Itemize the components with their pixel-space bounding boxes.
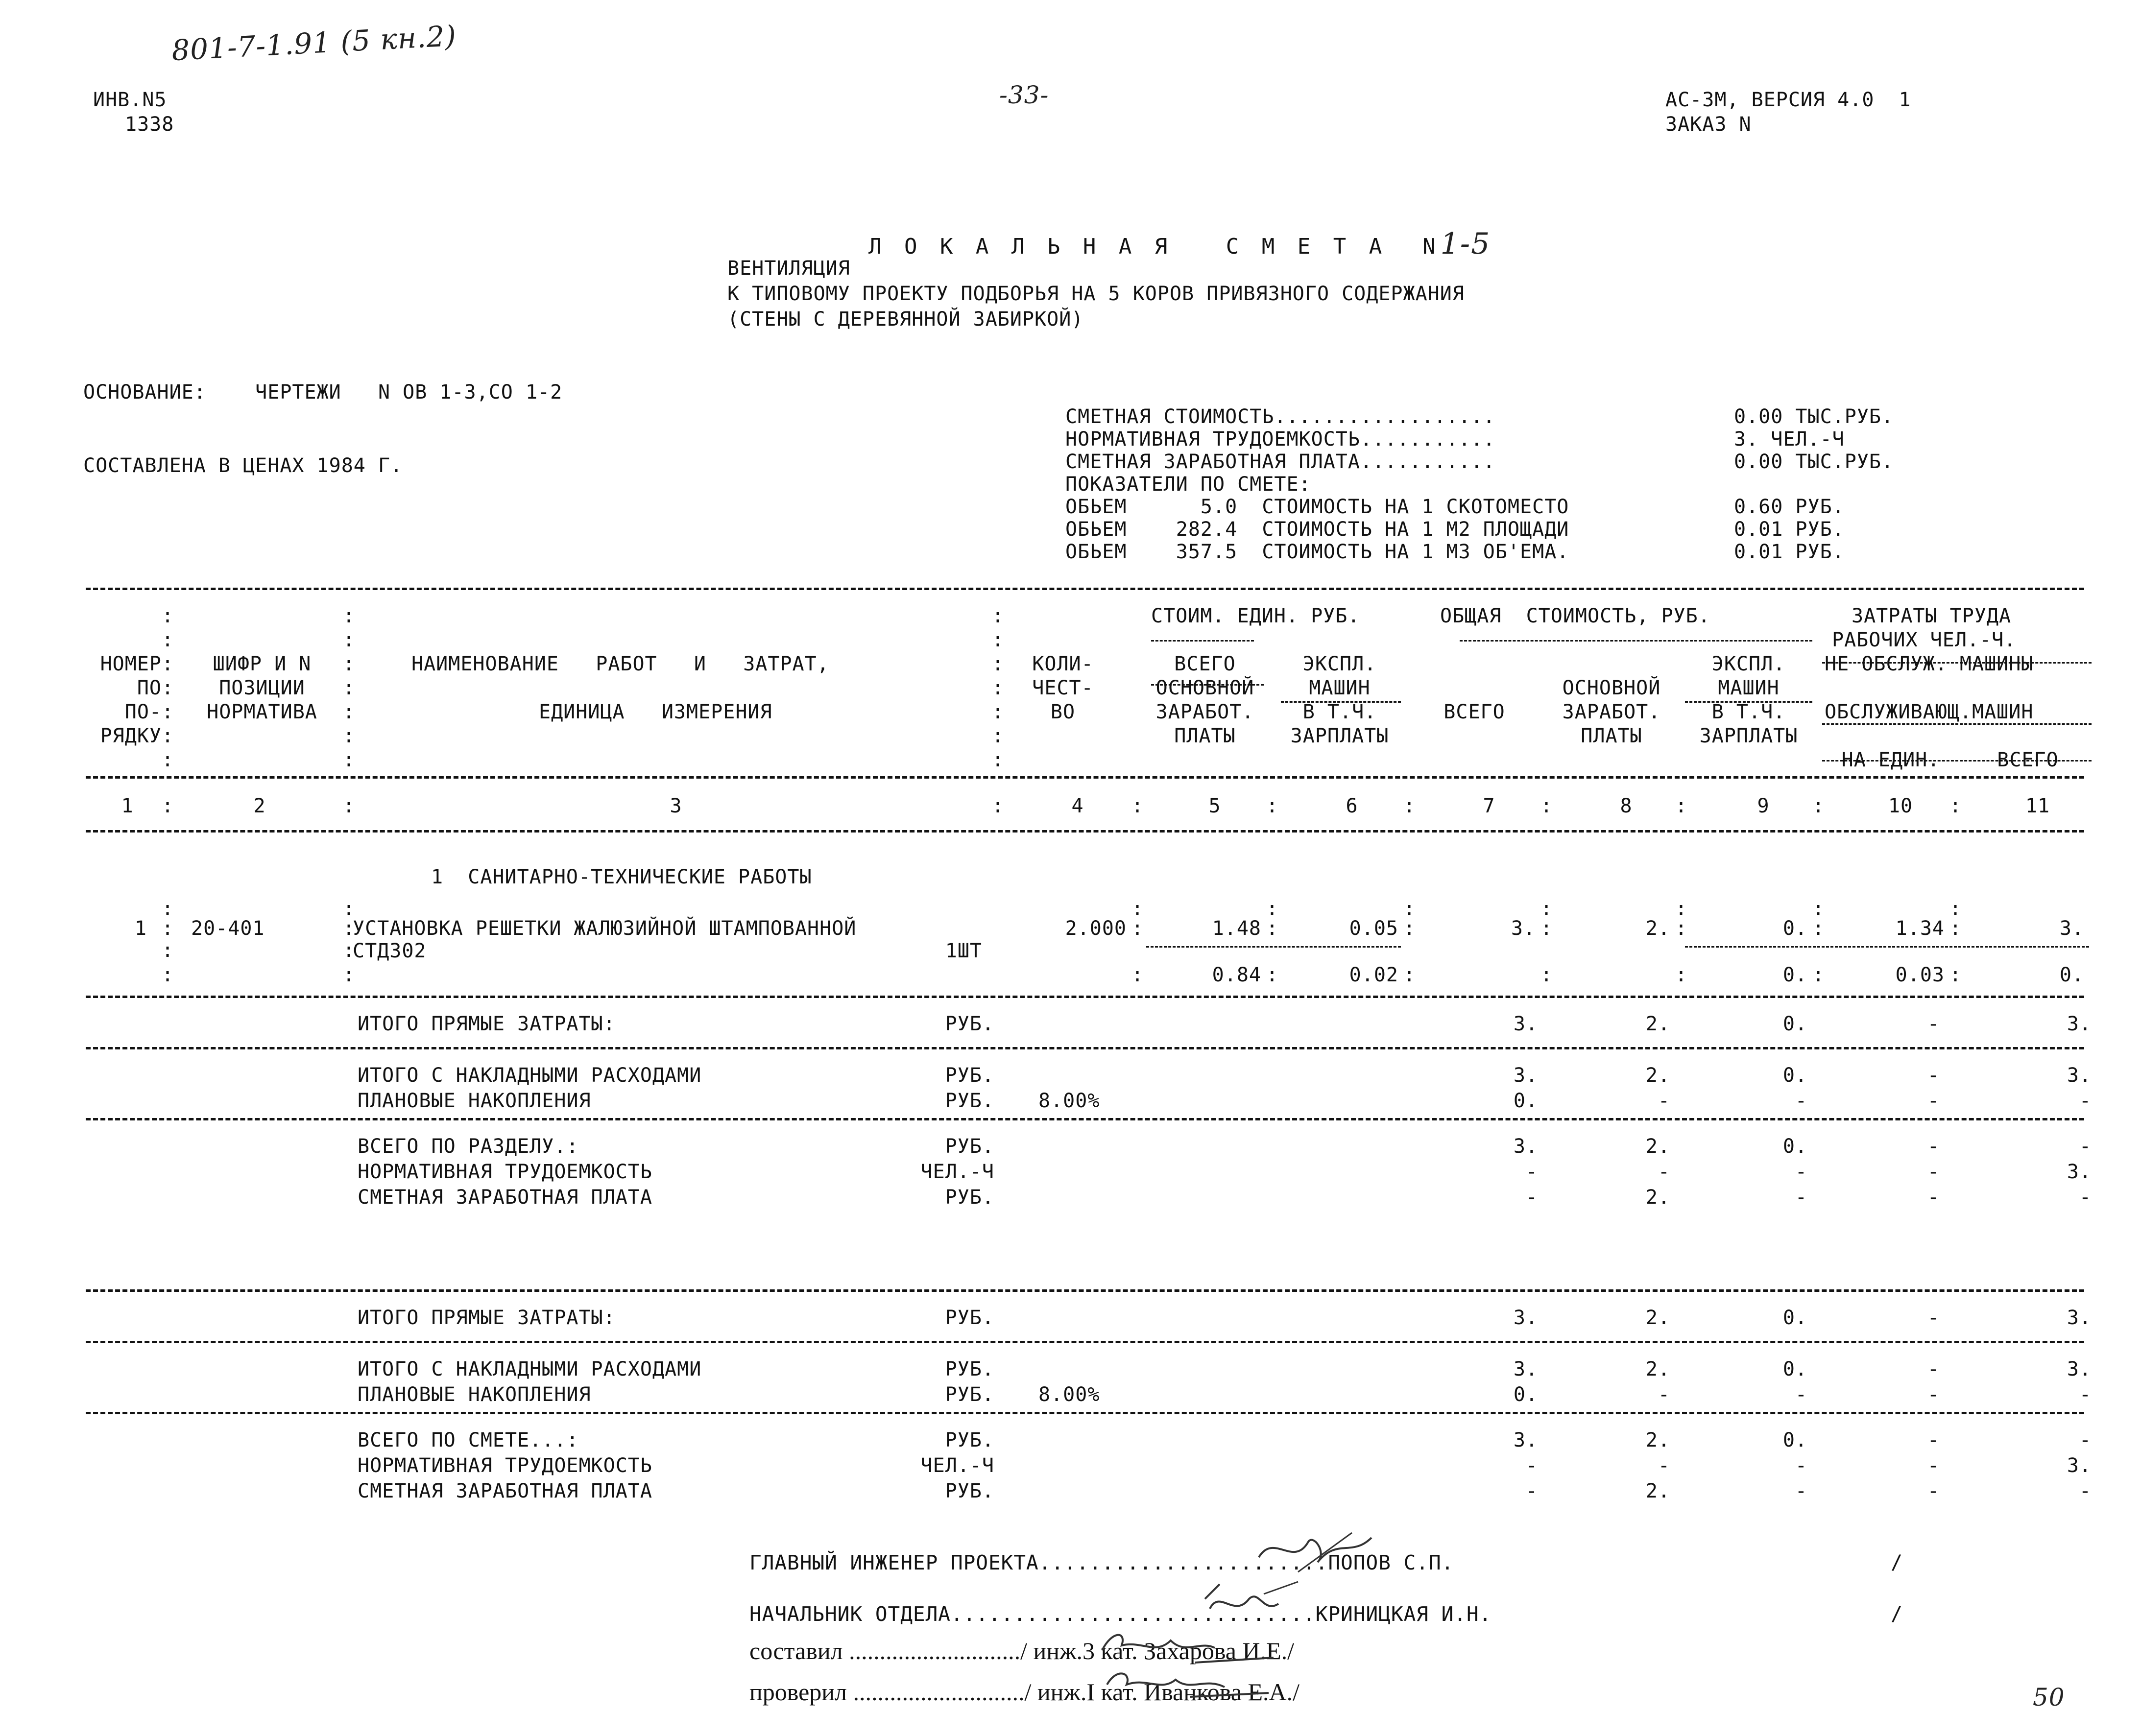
total-unit: ЧЕЛ.-Ч bbox=[920, 1161, 994, 1183]
total-unit: РУБ. bbox=[945, 1135, 994, 1158]
column-number: 11 bbox=[2025, 795, 2050, 817]
total-label: ИТОГО С НАКЛАДНЫМИ РАСХОДАМИ bbox=[358, 1064, 702, 1087]
total-unit: РУБ. bbox=[945, 1186, 994, 1209]
total-label: ВСЕГО ПО СМЕТЕ...: bbox=[358, 1429, 579, 1451]
header-labor-2: РАБОЧИХ ЧЕЛ.-Ч. bbox=[1832, 629, 2017, 651]
total-c10: - bbox=[1927, 1161, 1940, 1183]
header-rule bbox=[86, 776, 2084, 779]
column-separator: : bbox=[343, 653, 356, 675]
column-separator: : bbox=[1949, 795, 1962, 817]
column-numbers-rule bbox=[86, 830, 2084, 832]
total-c8: 2. bbox=[1645, 1307, 1670, 1329]
header-c7: ВСЕГО bbox=[1443, 701, 1505, 723]
column-separator: : bbox=[992, 605, 1005, 627]
column-separator: : bbox=[162, 629, 174, 651]
header-c10: НЕ ОБСЛУЖ. МАШИНЫ bbox=[1825, 653, 2034, 675]
total-label: ВСЕГО ПО РАЗДЕЛУ.: bbox=[358, 1135, 579, 1158]
subtitle-line-2: К ТИПОВОМУ ПРОЕКТУ ПОДБОРЬЯ НА 5 КОРОВ ПРИВЯЗНОГО СОДЕРЖАНИЯ bbox=[727, 283, 1465, 305]
column-separator: : bbox=[162, 898, 174, 920]
total-c10: - bbox=[1927, 1135, 1940, 1158]
column-separator: : bbox=[162, 677, 174, 699]
header-c5: ЗАРАБОТ. bbox=[1155, 701, 1254, 723]
total-percent: 8.00% bbox=[1038, 1383, 1100, 1406]
total-c9: 0. bbox=[1782, 1013, 1807, 1035]
summary-label: СМЕТНАЯ ЗАРАБОТНАЯ ПЛАТА........... bbox=[1065, 451, 1495, 473]
total-label: ИТОГО С НАКЛАДНЫМИ РАСХОДАМИ bbox=[358, 1358, 702, 1380]
column-separator: : bbox=[1266, 964, 1279, 986]
total-c8: - bbox=[1658, 1383, 1670, 1406]
header-subrule bbox=[1822, 760, 2092, 761]
summary-label: ОБЬЕМ 282.4 СТОИМОСТЬ НА 1 М2 ПЛОЩАДИ bbox=[1065, 518, 1569, 541]
column-separator: : bbox=[1812, 795, 1825, 817]
total-c11: 3. bbox=[2067, 1307, 2092, 1329]
column-separator: : bbox=[162, 939, 174, 962]
total-unit: РУБ. bbox=[945, 1480, 994, 1502]
column-separator: : bbox=[343, 677, 356, 699]
column-separator: : bbox=[1540, 898, 1553, 920]
column-separator: : bbox=[1949, 898, 1962, 920]
header-c9: В Т.Ч. bbox=[1711, 701, 1786, 723]
total-c11: 3. bbox=[2067, 1454, 2092, 1477]
header-unit-label: ЕДИНИЦА ИЗМЕРЕНИЯ bbox=[539, 701, 772, 723]
total-unit: РУБ. bbox=[945, 1064, 994, 1087]
column-separator: : bbox=[1675, 898, 1688, 920]
header-qty-label: КОЛИ- bbox=[1032, 653, 1094, 675]
header-subrule bbox=[1685, 701, 1812, 703]
column-separator: : bbox=[1403, 917, 1416, 940]
header-c8: ЗАРАБОТ. bbox=[1562, 701, 1661, 723]
total-unit: РУБ. bbox=[945, 1307, 994, 1329]
header-code-label: ШИФР И N bbox=[213, 653, 312, 675]
header-qty-label: ВО bbox=[1050, 701, 1076, 723]
total-c10: - bbox=[1927, 1358, 1940, 1380]
total-c11: - bbox=[2079, 1186, 2092, 1209]
total-c8: - bbox=[1658, 1161, 1670, 1183]
total-c7: - bbox=[1525, 1161, 1538, 1183]
column-separator: : bbox=[1266, 898, 1279, 920]
header-subrule bbox=[1460, 640, 1812, 642]
header-labor: ЗАТРАТЫ ТРУДА bbox=[1852, 605, 2012, 627]
total-label: ПЛАНОВЫЕ НАКОПЛЕНИЯ bbox=[358, 1383, 591, 1406]
total-label: ИТОГО ПРЯМЫЕ ЗАТРАТЫ: bbox=[358, 1013, 616, 1035]
header-c5: ПЛАТЫ bbox=[1174, 725, 1236, 747]
signature-line: ГЛАВНЫЙ ИНЖЕНЕР ПРОЕКТА.......................ПОПОВ С.П. bbox=[749, 1551, 1454, 1574]
column-separator: : bbox=[1266, 917, 1279, 940]
header-c6: ЗАРПЛАТЫ bbox=[1290, 725, 1389, 747]
basis: ОСНОВАНИЕ: ЧЕРТЕЖИ N ОВ 1-3,СО 1-2 bbox=[83, 381, 563, 404]
column-separator: : bbox=[1540, 917, 1553, 940]
header-c9: ЗАРПЛАТЫ bbox=[1699, 725, 1798, 747]
column-separator: : bbox=[1949, 917, 1962, 940]
total-c8: 2. bbox=[1645, 1186, 1670, 1209]
column-separator: : bbox=[162, 701, 174, 723]
header-qty-label: ЧЕСТ- bbox=[1032, 677, 1094, 699]
header-c6: ЭКСПЛ. bbox=[1302, 653, 1377, 675]
title-prefix: Л О К А Л Ь Н А Я С М Е Т А N bbox=[868, 234, 1441, 259]
column-separator: : bbox=[1540, 795, 1553, 817]
subtitle-line-3: (СТЕНЫ С ДЕРЕВЯННОЙ ЗАБИРКОЙ) bbox=[727, 308, 1084, 331]
row-unit: 1ШТ bbox=[945, 940, 982, 962]
column-separator: : bbox=[343, 701, 356, 723]
total-c10: - bbox=[1927, 1383, 1940, 1406]
total-c10: - bbox=[1927, 1454, 1940, 1477]
header-c8: ОСНОВНОЙ bbox=[1562, 677, 1661, 699]
total-c9: 0. bbox=[1782, 1064, 1807, 1087]
total-label: ИТОГО ПРЯМЫЕ ЗАТРАТЫ: bbox=[358, 1307, 616, 1329]
header-code-label: НОРМАТИВА bbox=[207, 701, 317, 723]
page-number: -33- bbox=[999, 81, 1049, 109]
total-unit: РУБ. bbox=[945, 1358, 994, 1380]
total-c9: - bbox=[1795, 1454, 1807, 1477]
column-separator: : bbox=[162, 749, 174, 771]
column-separator: : bbox=[1266, 795, 1279, 817]
header-subrule bbox=[1281, 701, 1401, 703]
total-c7: 3. bbox=[1513, 1135, 1538, 1158]
row-code: 20-401 bbox=[191, 917, 265, 940]
column-separator: : bbox=[1812, 964, 1825, 986]
column-separator: : bbox=[162, 605, 174, 627]
header-c8: ПЛАТЫ bbox=[1581, 725, 1642, 747]
column-separator: : bbox=[1403, 964, 1416, 986]
block-rule bbox=[86, 1047, 2084, 1049]
column-number: 4 bbox=[1071, 795, 1084, 817]
handwritten-code: 801-7-1.91 (5 кн.2) bbox=[170, 19, 457, 68]
column-number: 3 bbox=[670, 795, 682, 817]
column-separator: : bbox=[1675, 917, 1688, 940]
column-number: 6 bbox=[1346, 795, 1358, 817]
total-c9: 0. bbox=[1782, 1429, 1807, 1451]
column-separator: : bbox=[1675, 964, 1688, 986]
column-separator: : bbox=[343, 605, 356, 627]
total-c9: - bbox=[1795, 1161, 1807, 1183]
total-c10: - bbox=[1927, 1307, 1940, 1329]
inv-label: ИНВ.N5 bbox=[93, 89, 167, 111]
total-c9: - bbox=[1795, 1383, 1807, 1406]
row-subrule bbox=[1146, 946, 1401, 948]
row-name: УСТАНОВКА РЕШЕТКИ ЖАЛЮЗИЙНОЙ ШТАМПОВАННОЙ bbox=[353, 917, 857, 940]
header-code-label: ПОЗИЦИИ bbox=[219, 677, 305, 699]
block-rule bbox=[86, 1341, 2084, 1343]
total-c10: - bbox=[1927, 1090, 1940, 1112]
total-unit: ЧЕЛ.-Ч bbox=[920, 1454, 994, 1477]
total-c7: 3. bbox=[1513, 1358, 1538, 1380]
row-c11b: 0. bbox=[2059, 964, 2084, 986]
column-separator: : bbox=[343, 629, 356, 651]
order-label: ЗАКАЗ N bbox=[1665, 113, 1752, 136]
summary-value: 0.60 РУБ. bbox=[1734, 496, 1845, 518]
block-rule bbox=[86, 1289, 2084, 1292]
column-separator: : bbox=[343, 898, 356, 920]
column-separator: : bbox=[343, 917, 356, 940]
header-number-label: ПО bbox=[137, 677, 162, 699]
total-c10: - bbox=[1927, 1480, 1940, 1502]
header-c10-unit: НА ЕДИН. bbox=[1841, 749, 1940, 771]
header-number-label: ПО- bbox=[124, 701, 162, 723]
column-separator: : bbox=[162, 653, 174, 675]
total-c8: 2. bbox=[1645, 1358, 1670, 1380]
header-c11: ВСЕГО bbox=[1997, 749, 2059, 771]
signature-slash: / bbox=[1891, 1603, 1903, 1625]
inv-number: 1338 bbox=[125, 113, 174, 136]
column-separator: : bbox=[1131, 917, 1144, 940]
column-separator: : bbox=[343, 795, 356, 817]
system-version: АС-3М, ВЕРСИЯ 4.0 1 bbox=[1665, 89, 1911, 111]
total-c11: 3. bbox=[2067, 1161, 2092, 1183]
block-rule bbox=[86, 996, 2084, 998]
total-c7: 3. bbox=[1513, 1429, 1538, 1451]
signature-line: НАЧАЛЬНИК ОТДЕЛА.............................КРИНИЦКАЯ И.Н. bbox=[749, 1602, 1492, 1626]
column-separator: : bbox=[992, 629, 1005, 651]
signature-checker bbox=[1102, 1663, 1278, 1702]
row-c7: 3. bbox=[1511, 917, 1536, 940]
total-unit: РУБ. bbox=[945, 1429, 994, 1451]
summary-value: 0.01 РУБ. bbox=[1734, 518, 1845, 541]
header-number-label: НОМЕР bbox=[100, 653, 162, 675]
row-c6b: 0.02 bbox=[1349, 964, 1398, 986]
total-c7: 0. bbox=[1513, 1090, 1538, 1112]
total-c9: 0. bbox=[1782, 1358, 1807, 1380]
column-separator: : bbox=[162, 917, 174, 940]
total-c11: 3. bbox=[2067, 1358, 2092, 1380]
summary-value: 0.01 РУБ. bbox=[1734, 541, 1845, 563]
total-percent: 8.00% bbox=[1038, 1090, 1100, 1112]
column-separator: : bbox=[343, 964, 356, 986]
total-c8: 2. bbox=[1645, 1013, 1670, 1035]
total-c11: - bbox=[2079, 1480, 2092, 1502]
total-c10: - bbox=[1927, 1013, 1940, 1035]
row-c10: 1.34 bbox=[1895, 917, 1945, 940]
header-number-label: РЯДКУ bbox=[100, 725, 162, 747]
summary-label: НОРМАТИВНАЯ ТРУДОЕМКОСТЬ........... bbox=[1065, 428, 1495, 451]
total-c10: - bbox=[1927, 1429, 1940, 1451]
subtitle-line-1: ВЕНТИЛЯЦИЯ bbox=[727, 257, 850, 280]
header-c5: ВСЕГО bbox=[1174, 653, 1236, 675]
typed-signature-line: составил ............................/ инж.3 кат. Захарова И.Е./ bbox=[749, 1637, 1295, 1665]
column-number: 7 bbox=[1483, 795, 1495, 817]
column-separator: : bbox=[343, 939, 356, 962]
header-c9: МАШИН bbox=[1718, 677, 1780, 699]
header-subrule bbox=[1822, 723, 2092, 725]
table-top-rule bbox=[86, 588, 2084, 590]
total-c8: 2. bbox=[1645, 1135, 1670, 1158]
header-c6: В Т.Ч. bbox=[1302, 701, 1377, 723]
row-c11: 3. bbox=[2059, 917, 2084, 940]
signature-chief-engineer bbox=[1254, 1523, 1381, 1582]
signature-slash: / bbox=[1891, 1551, 1903, 1574]
column-separator: : bbox=[1403, 795, 1416, 817]
total-label: СМЕТНАЯ ЗАРАБОТНАЯ ПЛАТА bbox=[358, 1480, 652, 1502]
total-c7: 0. bbox=[1513, 1383, 1538, 1406]
total-c9: - bbox=[1795, 1090, 1807, 1112]
row-c5b: 0.84 bbox=[1212, 964, 1261, 986]
total-c9: 0. bbox=[1782, 1307, 1807, 1329]
column-separator: : bbox=[1812, 898, 1825, 920]
row-c8: 2. bbox=[1645, 917, 1670, 940]
total-label: НОРМАТИВНАЯ ТРУДОЕМКОСТЬ bbox=[358, 1161, 652, 1183]
header-name-label: НАИМЕНОВАНИЕ РАБОТ И ЗАТРАТ, bbox=[411, 653, 829, 675]
header-subrule bbox=[1822, 662, 2092, 664]
total-c7: - bbox=[1525, 1454, 1538, 1477]
total-c8: 2. bbox=[1645, 1429, 1670, 1451]
column-separator: : bbox=[1131, 964, 1144, 986]
column-separator: : bbox=[1131, 898, 1144, 920]
column-separator: : bbox=[992, 653, 1005, 675]
total-c7: 3. bbox=[1513, 1307, 1538, 1329]
column-number: 8 bbox=[1620, 795, 1633, 817]
column-number: 2 bbox=[253, 795, 266, 817]
typed-signature-line: проверил ............................/ инж.I кат. Иванкова Е.А./ bbox=[749, 1678, 1300, 1706]
header-c9: ЭКСПЛ. bbox=[1711, 653, 1786, 675]
column-number: 1 bbox=[121, 795, 134, 817]
header-unit-cost: СТОИМ. ЕДИН. РУБ. bbox=[1151, 605, 1360, 627]
total-c11: 3. bbox=[2067, 1064, 2092, 1087]
header-c10-b: ОБСЛУЖИВАЮЩ.МАШИН bbox=[1825, 701, 2034, 723]
column-separator: : bbox=[1675, 795, 1688, 817]
total-c8: 2. bbox=[1645, 1064, 1670, 1087]
total-c10: - bbox=[1927, 1186, 1940, 1209]
total-label: ПЛАНОВЫЕ НАКОПЛЕНИЯ bbox=[358, 1090, 591, 1112]
summary-value: 3. ЧЕЛ.-Ч bbox=[1734, 428, 1845, 451]
block-rule bbox=[86, 1118, 2084, 1120]
column-number: 9 bbox=[1757, 795, 1770, 817]
column-separator: : bbox=[162, 964, 174, 986]
summary-label: ОБЬЕМ 357.5 СТОИМОСТЬ НА 1 М3 ОБ'ЕМА. bbox=[1065, 541, 1569, 563]
row-number: 1 bbox=[134, 917, 147, 940]
header-total-cost: ОБЩАЯ СТОИМОСТЬ, РУБ. bbox=[1440, 605, 1710, 627]
total-c7: 3. bbox=[1513, 1013, 1538, 1035]
summary-label: ОБЬЕМ 5.0 СТОИМОСТЬ НА 1 СКОТОМЕСТО bbox=[1065, 496, 1569, 518]
total-c11: 3. bbox=[2067, 1013, 2092, 1035]
column-separator: : bbox=[343, 749, 356, 771]
column-separator: : bbox=[992, 701, 1005, 723]
summary-label: СМЕТНАЯ СТОИМОСТЬ.................. bbox=[1065, 405, 1495, 428]
total-c11: - bbox=[2079, 1090, 2092, 1112]
total-c8: - bbox=[1658, 1454, 1670, 1477]
total-c9: - bbox=[1795, 1186, 1807, 1209]
total-label: НОРМАТИВНАЯ ТРУДОЕМКОСТЬ bbox=[358, 1454, 652, 1477]
header-subrule bbox=[1151, 640, 1254, 642]
total-c11: - bbox=[2079, 1135, 2092, 1158]
column-separator: : bbox=[1540, 964, 1553, 986]
column-separator: : bbox=[1812, 917, 1825, 940]
total-c7: - bbox=[1525, 1186, 1538, 1209]
total-c11: - bbox=[2079, 1429, 2092, 1451]
total-label: СМЕТНАЯ ЗАРАБОТНАЯ ПЛАТА bbox=[358, 1186, 652, 1209]
row-subrule bbox=[1685, 946, 2089, 948]
block-rule bbox=[86, 1412, 2084, 1414]
section-title: 1 САНИТАРНО-ТЕХНИЧЕСКИЕ РАБОТЫ bbox=[431, 866, 812, 888]
column-separator: : bbox=[992, 677, 1005, 699]
row-c9b: 0. bbox=[1782, 964, 1807, 986]
row-c5: 1.48 bbox=[1212, 917, 1261, 940]
column-separator: : bbox=[343, 725, 356, 747]
total-c7: 3. bbox=[1513, 1064, 1538, 1087]
prices-year: СОСТАВЛЕНА В ЦЕНАХ 1984 Г. bbox=[83, 454, 403, 477]
header-c6: МАШИН bbox=[1309, 677, 1371, 699]
total-c10: - bbox=[1927, 1064, 1940, 1087]
column-number: 10 bbox=[1888, 795, 1913, 817]
column-separator: : bbox=[1403, 898, 1416, 920]
column-separator: : bbox=[992, 749, 1005, 771]
total-unit: РУБ. bbox=[945, 1383, 994, 1406]
page-title bbox=[833, 206, 1491, 260]
total-unit: РУБ. bbox=[945, 1013, 994, 1035]
row-c9: 0. bbox=[1782, 917, 1807, 940]
row-qty: 2.000 bbox=[1065, 917, 1127, 940]
total-c8: - bbox=[1658, 1090, 1670, 1112]
total-c8: 2. bbox=[1645, 1480, 1670, 1502]
corner-mark: 50 bbox=[2033, 1683, 2065, 1712]
total-unit: РУБ. bbox=[945, 1090, 994, 1112]
row-c10b: 0.03 bbox=[1895, 964, 1945, 986]
column-separator: : bbox=[1131, 795, 1144, 817]
row-name-2: СТД302 bbox=[353, 940, 427, 962]
total-c11: - bbox=[2079, 1383, 2092, 1406]
title-number: 1-5 bbox=[1440, 227, 1491, 261]
column-separator: : bbox=[162, 795, 174, 817]
header-subrule bbox=[1151, 684, 1264, 686]
column-separator: : bbox=[992, 795, 1005, 817]
row-c6: 0.05 bbox=[1349, 917, 1398, 940]
total-c7: - bbox=[1525, 1480, 1538, 1502]
summary-label: ПОКАЗАТЕЛИ ПО СМЕТЕ: bbox=[1065, 473, 1311, 496]
column-separator: : bbox=[162, 725, 174, 747]
column-number: 5 bbox=[1208, 795, 1221, 817]
total-c9: 0. bbox=[1782, 1135, 1807, 1158]
summary-value: 0.00 ТЫС.РУБ. bbox=[1734, 451, 1894, 473]
header-c5: ОСНОВНОЙ bbox=[1155, 677, 1254, 699]
column-separator: : bbox=[1949, 964, 1962, 986]
total-c9: - bbox=[1795, 1480, 1807, 1502]
summary-value: 0.00 ТЫС.РУБ. bbox=[1734, 405, 1894, 428]
column-separator: : bbox=[992, 725, 1005, 747]
